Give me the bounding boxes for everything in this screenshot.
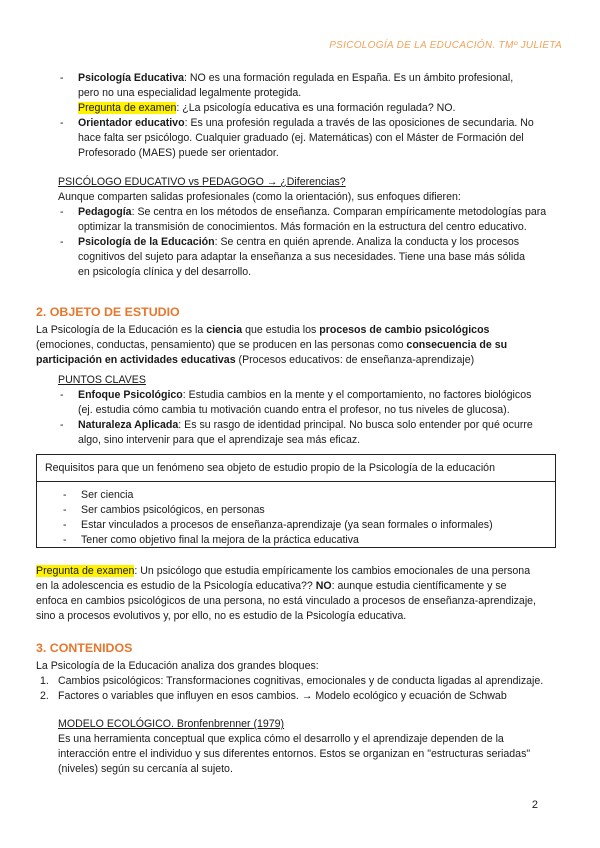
exam-label: Pregunta de examen <box>78 102 177 114</box>
exam-text: : ¿La psicología educativa es una formación regulada? NO. <box>176 102 456 114</box>
term: Pedagogía <box>78 206 132 218</box>
comparison-intro: Aunque comparten salidas profesionales (como la orientación), sus enfoques difieren: <box>58 191 461 203</box>
list-item <box>78 116 534 131</box>
text: La Psicología de la Educación es la <box>36 324 207 336</box>
item-text: : Es su rasgo de identidad principal. No busca solo entender por qué ocurre <box>178 419 533 431</box>
paragraph-line <box>36 323 489 338</box>
section-heading: 2. OBJETO DE ESTUDIO <box>36 305 180 319</box>
list-item <box>78 71 513 86</box>
modelo-title: MODELO ECOLÓGICO. Bronfenbrenner (1979) <box>58 718 285 730</box>
paragraph-line <box>36 353 474 368</box>
item-text-line: (ej. estudia cómo cambia tu motivación cuando entra el profesor, no tus niveles de glucosa). <box>78 404 510 416</box>
bullet-dash: - <box>60 117 64 129</box>
item-text: : Se centra en quién aprende. Analiza la conducta y los procesos <box>214 236 520 248</box>
text: : Un psicólogo que estudia empíricamente los cambios emocionales de una persona <box>134 565 531 577</box>
text: que estudia los <box>242 324 320 336</box>
text: : aunque estudia científicamente y se <box>331 580 507 592</box>
box-item: Ser cambios psicológicos, en personas <box>81 504 265 516</box>
list-item <box>78 388 531 403</box>
section-heading: 3. CONTENIDOS <box>36 641 133 655</box>
bold-text: participación en actividades educativas <box>36 354 236 366</box>
paragraph-line <box>36 338 507 353</box>
paragraph-line: enfoca en cambios psicológicos de una persona, no está vinculado a procesos de enseñanza-aprendizaje, <box>36 595 537 607</box>
paragraph-line: (niveles) según su cercanía al sujeto. <box>58 763 233 775</box>
paragraph-line: interacción entre el individuo y sus diferentes entornos. Estos se organizan en "estructuras seriadas" <box>58 748 531 760</box>
item-text-line: cognitivos del sujeto para adaptar la enseñanza a sus necesidades. Tiene una base más sólida <box>78 251 525 263</box>
bullet-dash: - <box>63 534 67 546</box>
item-text-line: optimizar la transmisión de conocimientos. Más formación en la estructura del centro educativo. <box>78 221 527 233</box>
item-text-line: Profesorado (MAES) puede ser orientador. <box>78 147 279 159</box>
paragraph-line: La Psicología de la Educación analiza dos grandes bloques: <box>36 660 319 672</box>
requirements-box <box>36 454 556 548</box>
page-number: 2 <box>531 799 538 811</box>
bold-text: ciencia <box>206 324 243 336</box>
bullet-dash: - <box>63 504 67 516</box>
list-number: 2. <box>40 690 49 702</box>
bullet-dash: - <box>60 206 64 218</box>
exam-question <box>78 101 456 116</box>
list-item: Factores o variables que influyen en esos cambios. → Modelo ecológico y ecuación de Schwab <box>58 690 507 702</box>
item-text-line: pero no una especialidad legalmente protegida. <box>78 87 302 99</box>
list-item <box>78 205 546 220</box>
text: en la adolescencia es estudio de la Psicología educativa?? <box>36 580 316 592</box>
term: Orientador educativo <box>78 117 185 129</box>
list-number: 1. <box>40 675 49 687</box>
page-header: PSICOLOGÍA DE LA EDUCACIÓN. TMº JULIETA <box>329 40 562 51</box>
puntos-title: PUNTOS CLAVES <box>58 374 146 386</box>
item-text: : Se centra en los métodos de enseñanza. Comparan empíricamente metodologías para <box>131 206 547 218</box>
item-text-line: en psicología clínica y del desarrollo. <box>78 266 252 278</box>
bullet-dash: - <box>60 236 64 248</box>
box-item: Tener como objetivo final la mejora de la práctica educativa <box>81 534 359 546</box>
item-text: : NO es una formación regulada en España. Es un ámbito profesional, <box>183 72 514 84</box>
item-text: : Estudia cambios en la mente y el comportamiento, no factores biológicos <box>182 389 532 401</box>
term: Psicología Educativa <box>78 72 184 84</box>
paragraph-line <box>36 579 507 594</box>
bold-text: consecuencia de su <box>406 339 508 351</box>
bullet-dash: - <box>60 72 64 84</box>
bullet-dash: - <box>60 389 64 401</box>
box-item: Estar vinculados a procesos de enseñanza-aprendizaje (ya sean formales o informales) <box>81 519 493 531</box>
list-item <box>78 418 533 433</box>
paragraph-line: Es una herramienta conceptual que explica cómo el desarrollo y el aprendizaje dependen de la <box>58 733 504 745</box>
comparison-title: PSICÓLOGO EDUCATIVO vs PEDAGOGO → ¿Diferencias? <box>58 176 346 188</box>
bullet-dash: - <box>60 419 64 431</box>
bold-text: procesos de cambio psicológicos <box>319 324 490 336</box>
term: Psicología de la Educación <box>78 236 215 248</box>
item-text-line: hace falta ser psicólogo. Cualquier graduado (ej. Matemáticas) con el Máster de Formación del <box>78 132 524 144</box>
text: (emociones, conductas, pensamiento) que se producen en las personas como <box>36 339 407 351</box>
bullet-dash: - <box>63 489 67 501</box>
exam-label: Pregunta de examen <box>36 565 135 577</box>
paragraph-line: sino a procesos evolutivos y, por ello, no es estudio de la Psicología educativa. <box>36 610 407 622</box>
bold-text: NO <box>315 580 332 592</box>
exam-question <box>36 564 530 579</box>
list-item <box>78 235 519 250</box>
text: (Procesos educativos: de enseñanza-aprendizaje) <box>235 354 475 366</box>
item-text: : Es una profesión regulada a través de las oposiciones de secundaria. No <box>184 117 534 129</box>
bullet-dash: - <box>63 519 67 531</box>
item-text-line: algo, sino intervenir para que el aprendizaje sea más eficaz. <box>78 434 361 446</box>
box-item: Ser ciencia <box>81 489 134 501</box>
term: Naturaleza Aplicada <box>78 419 179 431</box>
term: Enfoque Psicológico <box>78 389 183 401</box>
box-title: Requisitos para que un fenómeno sea objeto de estudio propio de la Psicología de la educación <box>45 462 495 474</box>
box-divider <box>37 481 555 482</box>
list-item: Cambios psicológicos: Transformaciones cognitivas, emocionales y de conducta ligadas al aprendizaje. <box>58 675 544 687</box>
